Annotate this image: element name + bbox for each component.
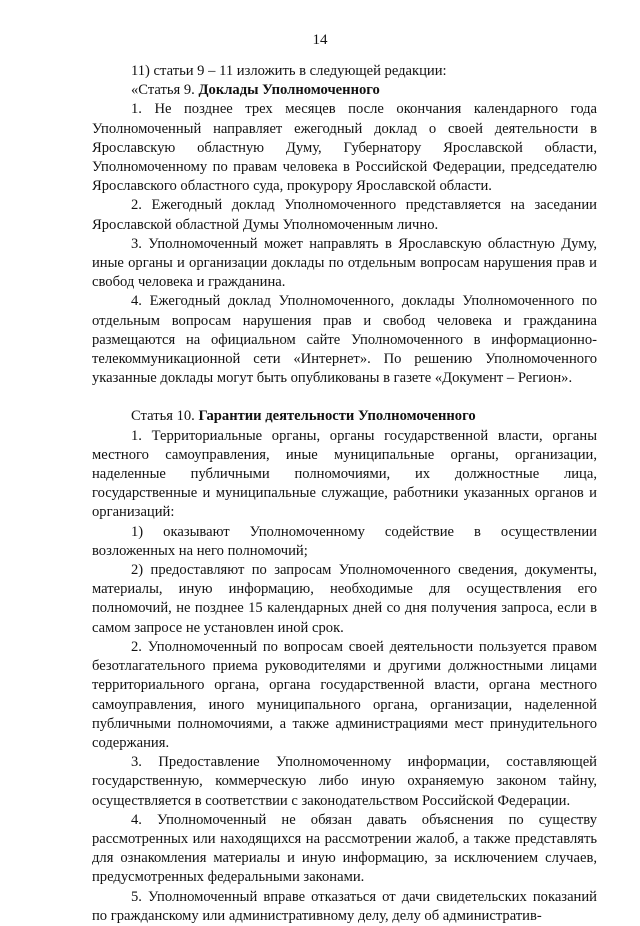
amendment-intro: 11) статьи 9 – 11 изложить в следующей редакции: <box>131 63 447 79</box>
article-10-subitem-1: 1) оказывают Уполномоченному содействие в осуществлении возложенных на него полномочий; <box>92 523 597 559</box>
article-10-paragraph-3: 3. Предоставление Уполномоченному информации, составляющей государственную, коммерческую либо иную охраняемую законом тайну, осуществляется в соответствии с законодательством Российской Федерации. <box>92 754 597 809</box>
article-10-title: Гарантии деятельности Уполномоченного <box>198 408 476 425</box>
article-10-paragraph-2: 2. Уполномоченный по вопросам своей деятельности пользуется правом безотлагательного приема руководителями и другими должностными лицами территориального органа, органа государственной власти, органа местного самоуправления, иного муниципального органа, организации, наделенной публичными полномочиями, а также администрациями мест принудительного содержания. <box>92 638 597 751</box>
article-9-heading <box>92 81 597 100</box>
article-10-subitem-2: 2) предоставляют по запросам Уполномоченного сведения, документы, материалы, иную информацию, необходимые для осуществления его полномочий, не позднее 15 календарных дней со дня получения запроса, если в самом запросе не установлен иной срок. <box>92 562 597 636</box>
article-9-paragraph-2: 2. Ежегодный доклад Уполномоченного представляется на заседании Ярославской областной Думы Уполномоченным лично. <box>92 197 597 233</box>
article-9-paragraph-4: 4. Ежегодный доклад Уполномоченного, доклады Уполномоченного по отдельным вопросам нарушения прав и свобод человека и гражданина размещаются на официальном сайте Уполномоченного в информационно-телекоммуникационной сети «Интернет». По решению Уполномоченного указанные доклады могут быть опубликованы в газете «Документ – Регион». <box>92 293 597 387</box>
page-number: 14 <box>312 32 328 48</box>
article-10-paragraph-4: 4. Уполномоченный не обязан давать объяснения по существу рассмотренных или находящихся на рассмотрении жалоб, а также представлять для ознакомления материалы и иную информацию, за исключением случаев, предусмотренных федеральными законами. <box>92 811 597 886</box>
article-9-title: Доклады Уполномоченного <box>198 82 380 99</box>
article-10-heading <box>92 407 597 426</box>
article-9-paragraph-3: 3. Уполномоченный может направлять в Ярославскую областную Думу, иные органы и организации доклады по отдельным вопросам нарушения прав и свобод человека и гражданина. <box>92 235 597 291</box>
document-body <box>92 62 597 926</box>
article-9-number: «Статья 9. <box>131 82 199 99</box>
article-9-paragraph-1: 1. Не позднее трех месяцев после окончания календарного года Уполномоченный направляет ежегодный доклад о своей деятельности в Ярославскую областную Думу, Губернатору Ярославской области, Уполномоченному по правам человека в Российской Федерации, председателю Ярославского областного суда, прокурору Ярославской области. <box>92 101 597 195</box>
article-10-number: Статья 10. <box>131 408 199 425</box>
article-10-paragraph-5: 5. Уполномоченный вправе отказаться от дачи свидетельских показаний по гражданскому или административному делу, делу об административ- <box>92 888 597 924</box>
article-10-paragraph-1: 1. Территориальные органы, органы государственной власти, органы местного самоуправления, иные муниципальные органы, организации, наделенные публичными полномочиями, их должностные лица, государственные и муниципальные служащие, работники указанных органов и организаций: <box>92 427 597 521</box>
